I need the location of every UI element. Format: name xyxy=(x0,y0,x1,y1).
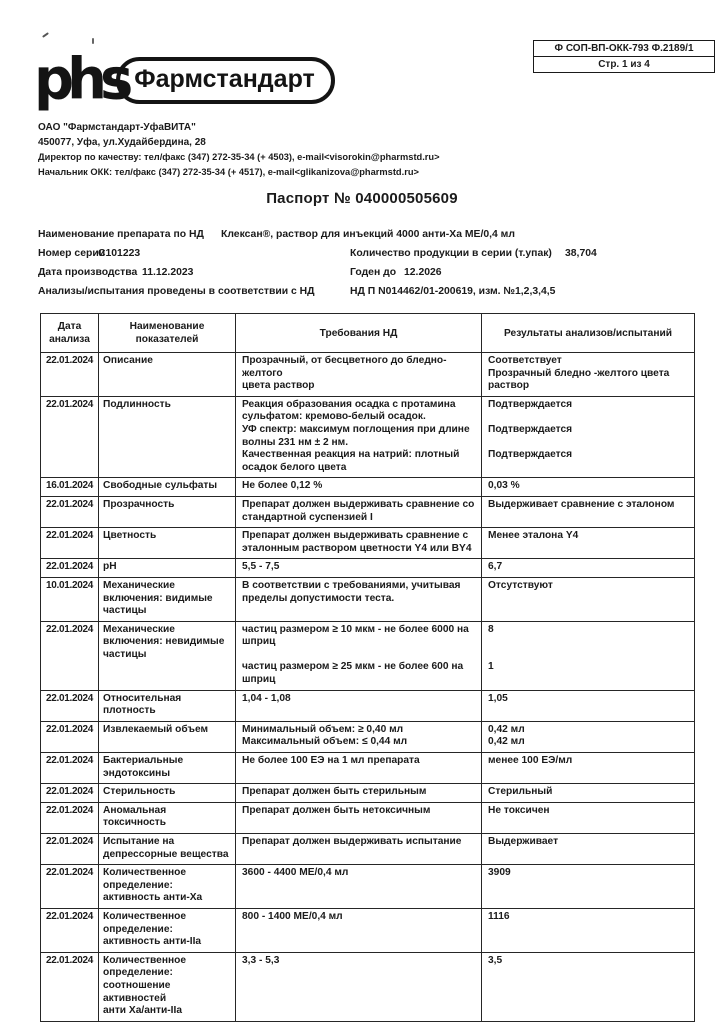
cell-nd-requirement: Минимальный объем: ≥ 0,40 мл Максимальный объем: ≤ 0,44 мл xyxy=(236,721,482,752)
cell-indicator-name: pH xyxy=(99,559,236,578)
series-label: Номер серии xyxy=(38,248,106,259)
table-header-row xyxy=(41,314,695,353)
cell-nd-requirement: Препарат должен быть стерильным xyxy=(236,784,482,803)
phs-logo-icon: phs xyxy=(34,46,127,113)
header-date: Дата анализа xyxy=(41,314,99,353)
cell-analysis-result: 6,7 xyxy=(482,559,695,578)
cell-analysis-date: 22.01.2024 xyxy=(41,496,99,527)
header-indicator: Наименование показателей xyxy=(99,314,236,353)
cell-nd-requirement: 5,5 - 7,5 xyxy=(236,559,482,578)
table-row xyxy=(41,834,695,865)
cell-indicator-name: Аномальная токсичность xyxy=(99,802,236,833)
cell-indicator-name: Количественное определение: активность анти-IIа xyxy=(99,908,236,952)
cell-nd-requirement: В соответствии с требованиями, учитывая пределы допустимости теста. xyxy=(236,577,482,621)
table-row xyxy=(41,478,695,497)
cell-analysis-result: Соответствует Прозрачный бледно -желтого цвета раствор xyxy=(482,353,695,397)
cell-indicator-name: Подлинность xyxy=(99,396,236,478)
field-row-dates xyxy=(38,267,698,286)
field-row-series xyxy=(38,248,698,267)
cell-nd-requirement: Не более 0,12 % xyxy=(236,478,482,497)
table-row xyxy=(41,577,695,621)
field-row-nd xyxy=(38,286,698,305)
cell-analysis-date: 22.01.2024 xyxy=(41,559,99,578)
cell-analysis-result: 1116 xyxy=(482,908,695,952)
cell-indicator-name: Описание xyxy=(99,353,236,397)
header-result: Результаты анализов/испытаний xyxy=(482,314,695,353)
cell-indicator-name: Испытание на депрессорные вещества xyxy=(99,834,236,865)
cell-nd-requirement: Препарат должен выдерживать сравнение с эталонным раствором цветности Y4 или BY4 xyxy=(236,528,482,559)
table-row xyxy=(41,952,695,1021)
cell-analysis-result: 3909 xyxy=(482,865,695,909)
pen-mark-icon xyxy=(42,32,49,38)
cell-indicator-name: Механические включения: невидимые частицы xyxy=(99,621,236,690)
drug-name-value: Клексан®, раствор для инъекций 4000 анти-Ха МЕ/0,4 мл xyxy=(221,229,515,240)
cell-indicator-name: Свободные сульфаты xyxy=(99,478,236,497)
company-info xyxy=(38,122,440,178)
cell-analysis-result: 3,5 xyxy=(482,952,695,1021)
nd-reference: НД П N014462/01-200619, изм. №1,2,3,4,5 xyxy=(350,286,556,297)
cell-nd-requirement: Препарат должен выдерживать сравнение со стандартной суспензией I xyxy=(236,496,482,527)
cell-nd-requirement: Прозрачный, от бесцветного до бледно-желтого цвета раствор xyxy=(236,353,482,397)
cell-analysis-date: 22.01.2024 xyxy=(41,784,99,803)
cell-analysis-date: 22.01.2024 xyxy=(41,528,99,559)
cell-analysis-result: менее 100 ЕЭ/мл xyxy=(482,753,695,784)
quantity-value: 38,704 xyxy=(565,248,597,259)
analysis-table-wrap xyxy=(40,313,695,1022)
table-row xyxy=(41,353,695,397)
cell-analysis-date: 22.01.2024 xyxy=(41,952,99,1021)
cell-analysis-result: Выдерживает xyxy=(482,834,695,865)
table-row xyxy=(41,753,695,784)
cell-indicator-name: Цветность xyxy=(99,528,236,559)
quantity-label: Количество продукции в серии (т.упак) xyxy=(350,248,552,259)
cell-analysis-date: 22.01.2024 xyxy=(41,721,99,752)
table-row xyxy=(41,784,695,803)
cell-analysis-date: 16.01.2024 xyxy=(41,478,99,497)
table-row xyxy=(41,559,695,578)
company-address: 450077, Уфа, ул.Худайбердина, 28 xyxy=(38,136,206,148)
company-director-contact: Директор по качеству: тел/факс (347) 272-35-34 (+ 4503), e-mail<visorokin@pharmstd.ru> xyxy=(38,152,440,163)
cell-analysis-date: 22.01.2024 xyxy=(41,353,99,397)
cell-analysis-result: Стерильный xyxy=(482,784,695,803)
cell-analysis-date: 10.01.2024 xyxy=(41,577,99,621)
cell-analysis-date: 22.01.2024 xyxy=(41,621,99,690)
cell-analysis-result: Менее эталона Y4 xyxy=(482,528,695,559)
cell-nd-requirement: Реакция образования осадка с протамина сульфатом: кремово-белый осадок. УФ спектр: максимум поглощения при длине волны 231 нм ± 2 нм. Качественная реакция на натрий: плотный осадок белого цвета xyxy=(236,396,482,478)
expiry-label: Годен до xyxy=(350,267,397,278)
table-row xyxy=(41,690,695,721)
cell-indicator-name: Количественное определение: соотношение активностей анти Ха/анти-IIа xyxy=(99,952,236,1021)
prod-date-value: 11.12.2023 xyxy=(142,267,194,278)
cell-indicator-name: Количественное определение: активность анти-Ха xyxy=(99,865,236,909)
header-requirement: Требования НД xyxy=(236,314,482,353)
cell-nd-requirement: 1,04 - 1,08 xyxy=(236,690,482,721)
analysis-table-body xyxy=(41,353,695,1022)
passport-fields xyxy=(38,229,698,305)
cell-analysis-date: 22.01.2024 xyxy=(41,908,99,952)
table-row xyxy=(41,528,695,559)
logo-wordmark: Фармстандарт xyxy=(116,57,334,104)
cell-analysis-date: 22.01.2024 xyxy=(41,865,99,909)
table-row xyxy=(41,865,695,909)
cell-analysis-date: 22.01.2024 xyxy=(41,834,99,865)
cell-analysis-result: 1,05 xyxy=(482,690,695,721)
cell-nd-requirement: Препарат должен выдерживать испытание xyxy=(236,834,482,865)
cell-nd-requirement: 3600 - 4400 МЕ/0,4 мл xyxy=(236,865,482,909)
table-row xyxy=(41,908,695,952)
table-row xyxy=(41,396,695,478)
cell-analysis-result: Не токсичен xyxy=(482,802,695,833)
prod-date-label: Дата производства xyxy=(38,267,138,278)
cell-indicator-name: Стерильность xyxy=(99,784,236,803)
pen-mark-icon xyxy=(92,38,94,44)
cell-analysis-date: 22.01.2024 xyxy=(41,396,99,478)
cell-indicator-name: Прозрачность xyxy=(99,496,236,527)
cell-indicator-name: Механические включения: видимые частицы xyxy=(99,577,236,621)
cell-analysis-date: 22.01.2024 xyxy=(41,753,99,784)
expiry-value: 12.2026 xyxy=(404,267,442,278)
page-number: Стр. 1 из 4 xyxy=(598,59,650,70)
cell-analysis-result: Подтверждается Подтверждается Подтверждается xyxy=(482,396,695,478)
cell-analysis-result: 0,03 % xyxy=(482,478,695,497)
cell-analysis-result: Выдерживает сравнение с эталоном xyxy=(482,496,695,527)
series-value: C101223 xyxy=(98,248,141,259)
field-row-name xyxy=(38,229,698,248)
cell-nd-requirement: частиц размером ≥ 10 мкм - не более 6000 на шприц частиц размером ≥ 25 мкм - не более 600 на шприц xyxy=(236,621,482,690)
cell-indicator-name: Относительная плотность xyxy=(99,690,236,721)
table-row xyxy=(41,802,695,833)
analysis-table xyxy=(40,313,695,1022)
page-title: Паспорт № 040000505609 xyxy=(266,190,458,207)
cell-analysis-result: 8 1 xyxy=(482,621,695,690)
cell-analysis-result: Отсутствуют xyxy=(482,577,695,621)
cell-analysis-date: 22.01.2024 xyxy=(41,802,99,833)
cell-indicator-name: Бактериальные эндотоксины xyxy=(99,753,236,784)
cell-analysis-result: 0,42 мл 0,42 мл xyxy=(482,721,695,752)
form-code: Ф СОП-ВП-ОКК-793 Ф.2189/1 xyxy=(534,41,714,57)
form-code-box xyxy=(533,40,715,73)
table-row xyxy=(41,721,695,752)
table-row xyxy=(41,621,695,690)
pharmstandard-logo xyxy=(34,46,335,113)
company-name: ОАО "Фармстандарт-УфаВИТА" xyxy=(38,122,196,133)
table-row xyxy=(41,496,695,527)
cell-nd-requirement: Препарат должен быть нетоксичным xyxy=(236,802,482,833)
analyses-statement: Анализы/испытания проведены в соответствии с НД xyxy=(38,286,315,297)
company-okk-contact: Начальник ОКК: тел/факс (347) 272-35-34 (+ 4517), e-mail<glikanizova@pharmstd.ru> xyxy=(38,166,419,177)
cell-indicator-name: Извлекаемый объем xyxy=(99,721,236,752)
cell-nd-requirement: 3,3 - 5,3 xyxy=(236,952,482,1021)
drug-name-label: Наименование препарата по НД xyxy=(38,229,204,240)
cell-nd-requirement: 800 - 1400 МЕ/0,4 мл xyxy=(236,908,482,952)
cell-nd-requirement: Не более 100 ЕЭ на 1 мл препарата xyxy=(236,753,482,784)
cell-analysis-date: 22.01.2024 xyxy=(41,690,99,721)
